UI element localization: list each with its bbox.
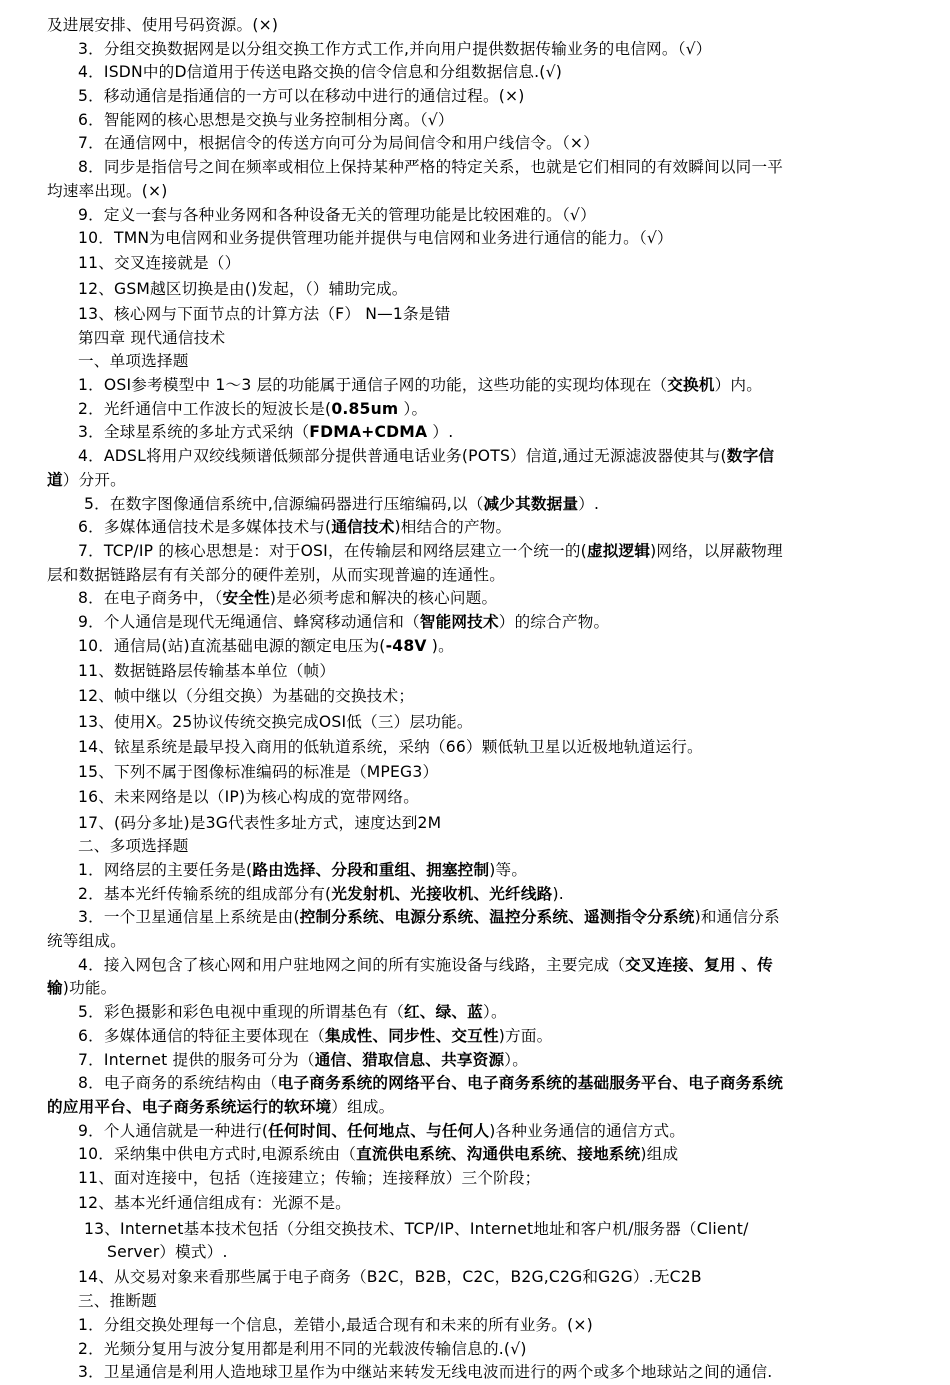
line-text: 1．分组交换处理每一个信息，差错小,最适合现有和未来的所有业务。(×) [78, 1315, 593, 1334]
text-line [47, 685, 909, 709]
line-text: )等。 [489, 861, 528, 879]
text-line [47, 303, 909, 327]
line-text: 7．TCP/IP 的核心思想是：对于OSI，在传输层和网络层建立一个统一的( [78, 541, 587, 560]
line-text: )和通信分系 [694, 908, 780, 927]
line-text: ）分开。 [62, 470, 126, 489]
text-line [47, 1266, 909, 1290]
line-text: 16、未来网络是以（IP)为核心构成的宽带网络。 [78, 788, 420, 807]
line-text: ）。 [504, 1050, 529, 1069]
text-line [47, 977, 909, 1001]
line-text: 4．接入网包含了核心网和用户驻地网之间的所有实施设备与线路，主要完成（ [78, 955, 626, 974]
text-line [47, 954, 909, 978]
text-line [47, 859, 909, 883]
line-text: ）。 [398, 399, 428, 418]
line-text: 3．卫星通信是利用人造地球卫星作为中继站来转发无线电波而进行的两个或多个地球站之间的通信. [78, 1363, 773, 1382]
answer-text: 道 [47, 470, 63, 489]
line-text: 11、交叉连接就是（） [78, 254, 241, 273]
answer-text: 虚拟逻辑 [586, 541, 651, 560]
line-text: 4．ADSL将用户双绞线频谱低频部分提供普通电话业务(POTS）信道,通过无源滤波器使其与( [78, 447, 727, 466]
line-text: 12、基本光纤通信组成有：光源不是。 [78, 1194, 351, 1213]
line-text: 8．同步是指信号之间在频率或相位上保持某种严格的特定关系，也就是它们相同的有效瞬间以同一平 [78, 158, 784, 177]
text-line [47, 835, 909, 859]
answer-text: 安全性 [222, 589, 270, 608]
line-text: 11、数据链路层传输基本单位（帧） [78, 661, 336, 680]
answer-text: FDMA+CDMA [309, 423, 428, 442]
text-line [47, 227, 909, 251]
answer-text: 任何时间、任何地点、与任何人 [268, 1121, 490, 1140]
text-line [47, 1218, 909, 1242]
line-text: 7．Internet 提供的服务可分为（ [78, 1050, 315, 1069]
answer-text: 0.85um [331, 399, 399, 418]
line-text: 二、多项选择题 [78, 837, 189, 856]
text-line [47, 252, 909, 276]
text-line [47, 812, 909, 836]
text-line [47, 611, 909, 635]
text-line [47, 930, 909, 954]
line-text: 10．采纳集中供电方式时,电源系统由（ [78, 1145, 357, 1164]
line-text: ）. [578, 494, 600, 513]
document-body [47, 14, 909, 1385]
line-text: 10．通信局(站)直流基础电源的额定电压为( [78, 636, 386, 655]
text-line [47, 38, 909, 62]
line-text: ）的综合产物。 [498, 612, 610, 631]
text-line [47, 540, 909, 564]
answer-text: 通信、猎取信息、共享资源 [314, 1050, 505, 1069]
line-text: 6．多媒体通信技术是多媒体技术与( [78, 518, 332, 537]
text-line [47, 761, 909, 785]
line-text: 1．OSI参考模型中 1～3 层的功能属于通信子网的功能，这些功能的实现均体现在（ [78, 376, 668, 395]
text-line [47, 906, 909, 930]
line-text: )。 [426, 636, 454, 655]
answer-text: 集成性、同步性、交互性 [325, 1026, 499, 1045]
text-line [47, 156, 909, 180]
line-text: 13、使用X。25协议传统交换完成OSI低（三）层功能。 [78, 712, 473, 731]
text-line [47, 278, 909, 302]
line-text: 4．ISDN中的D信道用于传送电路交换的信令信息和分组数据信息.(√) [78, 63, 563, 82]
text-line [47, 85, 909, 109]
text-line [47, 204, 909, 228]
text-line [47, 1096, 909, 1120]
line-text: 2．基本光纤传输系统的组成部分有( [78, 884, 332, 903]
text-line [47, 109, 909, 133]
text-line [47, 421, 909, 445]
text-line [47, 1361, 909, 1385]
text-line [47, 132, 909, 156]
line-text: Server）模式）. [107, 1243, 228, 1262]
text-line [47, 786, 909, 810]
answer-text: -48V [385, 636, 427, 655]
text-line [47, 564, 909, 588]
line-text: ）组成。 [331, 1097, 395, 1116]
answer-text: 交叉连接、复用 、传 [625, 955, 773, 974]
line-text: 层和数据链路层有有关部分的硬件差别，从而实现普遍的连通性。 [47, 565, 506, 584]
line-text: 均速率出现。(×) [47, 181, 168, 200]
line-text: ). [552, 884, 564, 903]
line-text: 6．多媒体通信的特征主要体现在（ [78, 1026, 326, 1045]
line-text: 12、帧中继以（分组交换）为基础的交换技术； [78, 687, 415, 706]
line-text: 3．一个卫星通信星上系统是由( [78, 908, 300, 927]
text-line [47, 350, 909, 374]
line-text: 7．在通信网中，根据信令的传送方向可分为局间信令和用户线信令。（×） [78, 134, 599, 153]
line-text: 11、面对连接中，包括（连接建立；传输；连接释放）三个阶段； [78, 1168, 541, 1187]
text-line [47, 736, 909, 760]
line-text: ）内。 [714, 376, 763, 395]
text-line [47, 1120, 909, 1144]
line-text: 10．TMN为电信网和业务提供管理功能并提供与电信网和业务进行通信的能力。（√） [78, 229, 673, 248]
line-text: )功能。 [62, 979, 117, 998]
text-line [47, 635, 909, 659]
line-text: 2．光纤通信中工作波长的短波长是( [78, 399, 332, 418]
line-text: 3．全球星系统的多址方式采纳（ [78, 423, 310, 442]
line-text: 8．在电子商务中，（ [78, 589, 223, 608]
answer-text: 直流供电系统、沟通供电系统、接地系统 [356, 1145, 641, 1164]
line-text: )是必须考虑和解决的核心问题。 [269, 589, 498, 608]
line-text: 14、从交易对象来看那些属于电子商务（B2C，B2B，C2C，B2G,C2G和G2G）.无C2B [78, 1268, 702, 1287]
line-text: 13、Internet基本技术包括（分组交换技术、TCP/IP、Internet地址和客户机/服务器（Client/ [84, 1219, 749, 1238]
text-line [47, 1290, 909, 1314]
line-text: 17、(码分多址)是3G代表性多址方式，速度达到2M [78, 813, 442, 832]
line-text: 一、单项选择题 [78, 352, 189, 371]
text-line [47, 1338, 909, 1362]
text-line [47, 1049, 909, 1073]
line-text: 14、铱星系统是最早投入商用的低轨道系统，采纳（66）颗低轨卫星以近极地轨道运行。 [78, 737, 703, 756]
answer-text: 数字信 [726, 447, 775, 466]
answer-text: 控制分系统、电源分系统、温控分系统、遥测指令分系统 [299, 908, 695, 927]
line-text: 5．移动通信是指通信的一方可以在移动中进行的通信过程。(×) [78, 87, 525, 106]
line-text: 统等组成。 [47, 932, 126, 951]
line-text: )网络，以屏蔽物理 [650, 541, 783, 560]
answer-text: 输 [47, 979, 63, 998]
line-text: ）. [427, 423, 454, 442]
text-line [47, 14, 909, 38]
text-line [47, 1001, 909, 1025]
text-line [47, 1025, 909, 1049]
answer-text: 光发射机、光接收机、光纤线路 [331, 884, 553, 903]
line-text: 三、推断题 [78, 1292, 157, 1311]
line-text: 9．个人通信是现代无绳通信、蜂窝移动通信和（ [78, 612, 420, 631]
text-line [47, 493, 909, 517]
text-line [47, 1192, 909, 1216]
text-line [47, 1167, 909, 1191]
line-text: )相结合的产物。 [394, 518, 512, 537]
line-text: 第四章 现代通信技术 [78, 328, 226, 347]
line-text: 13、核心网与下面节点的计算方法（F） N—1条是错 [78, 305, 451, 324]
line-text: )各种业务通信的通信方式。 [489, 1121, 686, 1140]
text-line [47, 398, 909, 422]
answer-text: 减少其数据量 [483, 494, 579, 513]
text-line [47, 1143, 909, 1167]
text-line [47, 660, 909, 684]
answer-text: 智能网技术 [419, 612, 499, 631]
line-text: 及进展安排、使用号码资源。(×) [47, 16, 279, 34]
line-text: 8．电子商务的系统结构由（ [78, 1074, 278, 1093]
text-line [47, 587, 909, 611]
text-line [47, 327, 909, 351]
answer-text: 交换机 [667, 376, 715, 395]
text-line [47, 1072, 909, 1096]
text-line [47, 374, 909, 398]
line-text: 9．定义一套与各种业务网和各种设备无关的管理功能是比较困难的。（√） [78, 205, 596, 224]
text-line [47, 180, 909, 204]
line-text: 2．光频分复用与波分复用都是利用不同的光载波传输信息的.(√) [78, 1339, 527, 1358]
line-text: 5．在数字图像通信系统中,信源编码器进行压缩编码,以（ [84, 494, 484, 513]
line-text: 9．个人通信就是一种进行( [78, 1121, 269, 1140]
text-line [47, 1314, 909, 1338]
line-text: )组成 [640, 1145, 679, 1164]
answer-text: 电子商务系统的网络平台、电子商务系统的基础服务平台、电子商务系统 [277, 1074, 784, 1093]
line-text: 12、GSM越区切换是由()发起，（）辅助完成。 [78, 279, 408, 298]
text-line [47, 469, 909, 493]
line-text: 3．分组交换数据网是以分组交换工作方式工作,并向用户提供数据传输业务的电信网。（√） [78, 39, 712, 58]
line-text: )方面。 [498, 1026, 553, 1045]
line-text: ）。 [482, 1003, 507, 1022]
line-text: 5．彩色摄影和彩色电视中重现的所谓基色有（ [78, 1003, 404, 1022]
answer-text: 的应用平台、电子商务系统运行的软环境 [47, 1097, 332, 1116]
text-line [47, 1241, 909, 1265]
text-line [47, 711, 909, 735]
line-text: 15、下列不属于图像标准编码的标准是（MPEG3） [78, 763, 439, 782]
text-line [47, 516, 909, 540]
line-text: 1．网络层的主要任务是( [78, 861, 253, 879]
text-line [47, 61, 909, 85]
line-text: 6．智能网的核心思想是交换与业务控制相分离。（√） [78, 110, 454, 129]
text-line [47, 445, 909, 469]
answer-text: 红、绿、蓝 [404, 1003, 483, 1022]
answer-text: 路由选择、分段和重组、拥塞控制 [252, 861, 490, 879]
answer-text: 通信技术 [331, 518, 395, 537]
text-line [47, 883, 909, 907]
